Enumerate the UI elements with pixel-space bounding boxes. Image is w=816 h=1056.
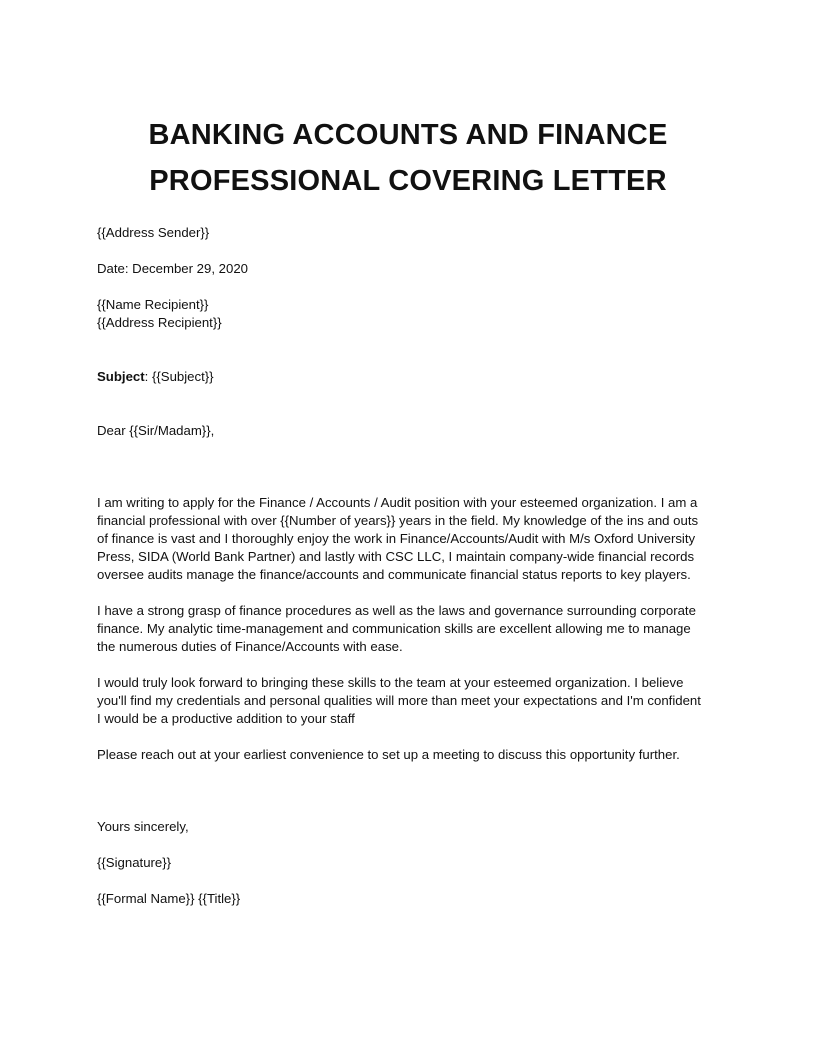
- paragraph-line: the numerous duties of Finance/Accounts with ease.: [97, 639, 403, 654]
- subject-label: Subject: [97, 369, 145, 384]
- paragraph-4: Please reach out at your earliest convenience to set up a meeting to discuss this opportunity further.: [97, 747, 680, 762]
- paragraph-line: I have a strong grasp of finance procedures as well as the laws and governance surrounding corporate: [97, 603, 696, 618]
- paragraph-line: financial professional with over {{Number of years}} years in the field. My knowledge of the ins and outs: [97, 513, 699, 528]
- paragraph-line: I am writing to apply for the Finance / Accounts / Audit position with your esteemed organization. I am a: [97, 495, 698, 510]
- paragraph-line: I would truly look forward to bringing these skills to the team at your esteemed organization. I believe: [97, 675, 684, 690]
- paragraph-line: you'll find my credentials and personal qualities will more than meet your expectations and I'm confident: [97, 693, 701, 708]
- name-recipient: {{Name Recipient}}: [97, 297, 209, 312]
- signature-placeholder: {{Signature}}: [97, 855, 172, 870]
- formal-name: {{Formal Name}} {{Title}}: [97, 891, 241, 906]
- letter-title: [60, 112, 756, 204]
- paragraph-3: [97, 674, 727, 728]
- address-recipient: {{Address Recipient}}: [97, 315, 222, 330]
- salutation: Dear {{Sir/Madam}},: [97, 423, 215, 438]
- paragraph-line: Press, SIDA (World Bank Partner) and lastly with CSC LLC, I maintain company-wide financial records: [97, 549, 695, 564]
- closing: Yours sincerely,: [97, 819, 189, 834]
- paragraph-line: oversee audits manage the finance/accounts and communicate financial status reports to key players.: [97, 567, 691, 582]
- letter-body: [97, 224, 727, 908]
- letter-date: Date: December 29, 2020: [97, 261, 249, 276]
- subject-line: [97, 368, 727, 386]
- paragraph-line: I would be a productive addition to your staff: [97, 711, 355, 726]
- paragraph-2: [97, 602, 727, 656]
- title-line-2: PROFESSIONAL COVERING LETTER: [149, 165, 667, 197]
- paragraph-line: finance. My analytic time-management and communication skills are excellent allowing me to manage: [97, 621, 691, 636]
- paragraph-line: of finance is vast and I thoroughly enjoy the work in Finance/Accounts/Audit with M/s Oxford University: [97, 531, 696, 546]
- subject-value: : {{Subject}}: [144, 369, 214, 384]
- title-line-1: BANKING ACCOUNTS AND FINANCE: [148, 119, 668, 151]
- paragraph-1: [97, 494, 727, 584]
- address-sender: {{Address Sender}}: [97, 225, 210, 240]
